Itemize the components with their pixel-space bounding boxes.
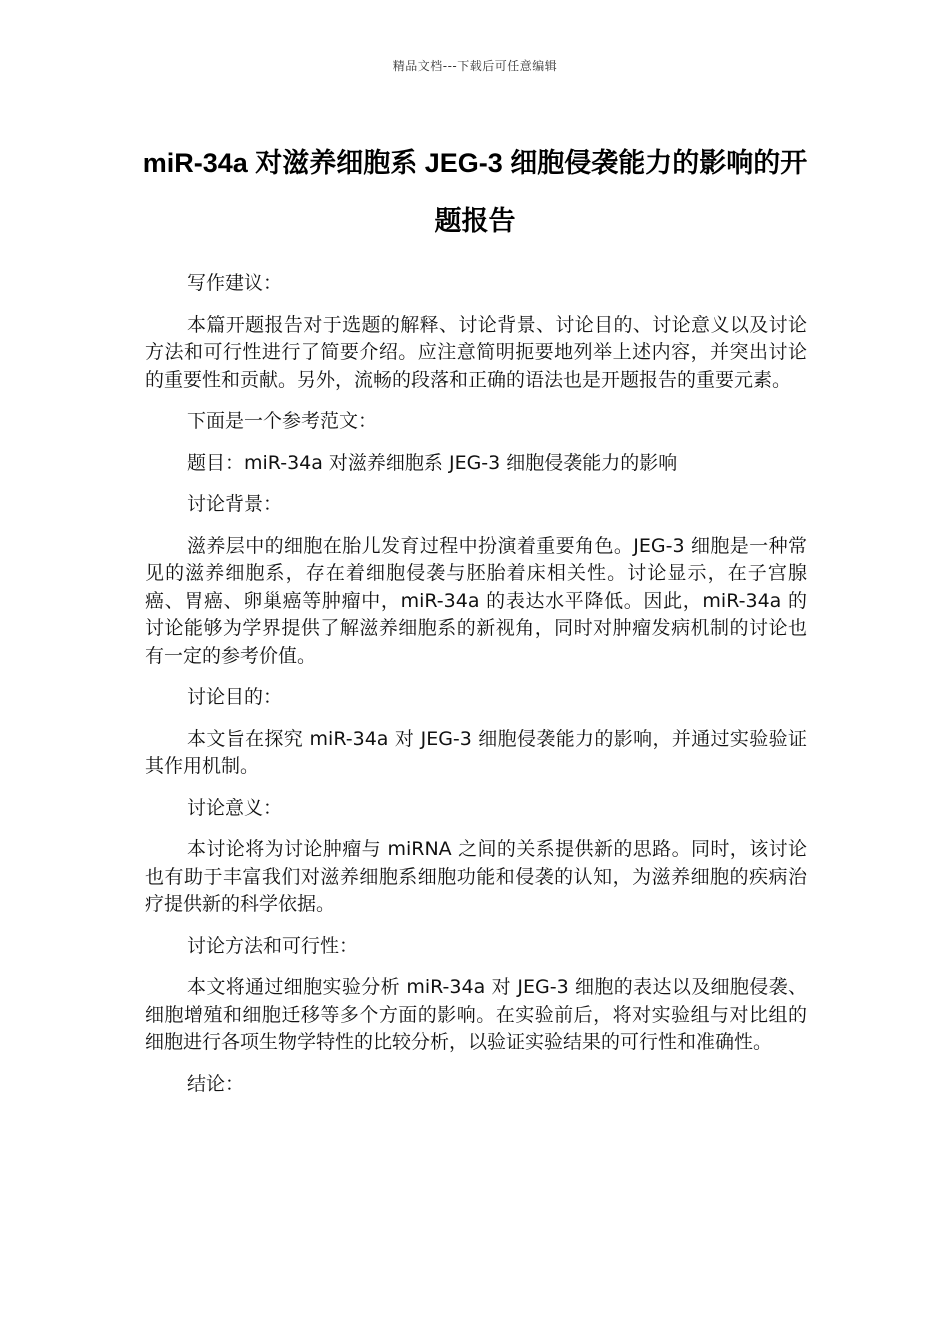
section-label-background: 讨论背景： <box>187 493 283 515</box>
page-header-note: 精品文档---下载后可任意编辑 <box>392 59 558 73</box>
section-label-conclusion: 结论： <box>187 1072 245 1095</box>
section-label-methods: 讨论方法和可行性： <box>187 934 359 957</box>
paragraph-writing-advice: 本篇开题报告对于选题的解释、讨论背景、讨论目的、讨论意义以及讨论方法和可行性进行了简要介绍。应注意简明扼要地列举上述内容，并突出讨论的重要性和贡献。另外，流畅的段落和正确的语法也是开题报告的重要元素。 <box>145 313 807 391</box>
section-label-sample-intro: 下面是一个参考范文： <box>187 410 378 432</box>
document-body <box>145 270 807 1112</box>
section-label-writing-advice: 写作建议： <box>187 272 283 294</box>
paragraph-background: 滋养层中的细胞在胎儿发育过程中扮演着重要角色。JEG-3 细胞是一种常见的滋养细胞系，存在着细胞侵袭与胚胎着床相关性。讨论显示，在子宫腺癌、胃癌、卵巢癌等肿瘤中，miR-34a 的表达水平降低。因此，miR-34a 的讨论能够为学界提供了解滋养细胞系的新视角，同时对肿瘤发病机制的讨论也有一定的参考价值。 <box>145 534 807 667</box>
section-label-purpose: 讨论目的： <box>187 686 283 708</box>
document-title: miR-34a 对滋养细胞系 JEG-3 细胞侵袭能力的影响的开题报告 <box>142 148 808 236</box>
section-label-significance: 讨论意义： <box>187 796 283 819</box>
paragraph-significance: 本讨论将为讨论肿瘤与 miRNA 之间的关系提供新的思路。同时，该讨论也有助于丰富我们对滋养细胞系细胞功能和侵袭的认知，为滋养细胞的疾病治疗提供新的科学依据。 <box>145 838 807 915</box>
paragraph-methods: 本文将通过细胞实验分析 miR-34a 对 JEG-3 细胞的表达以及细胞侵袭、细胞增殖和细胞迁移等多个方面的影响。在实验前后，将对实验组与对比组的细胞进行各项生物学特性的比较分析，以验证实验结果的可行性和准确性。 <box>145 976 807 1053</box>
paragraph-topic: 题目：miR-34a 对滋养细胞系 JEG-3 细胞侵袭能力的影响 <box>187 451 678 474</box>
paragraph-purpose: 本文旨在探究 miR-34a 对 JEG-3 细胞侵袭能力的影响，并通过实验验证其作用机制。 <box>145 727 807 777</box>
